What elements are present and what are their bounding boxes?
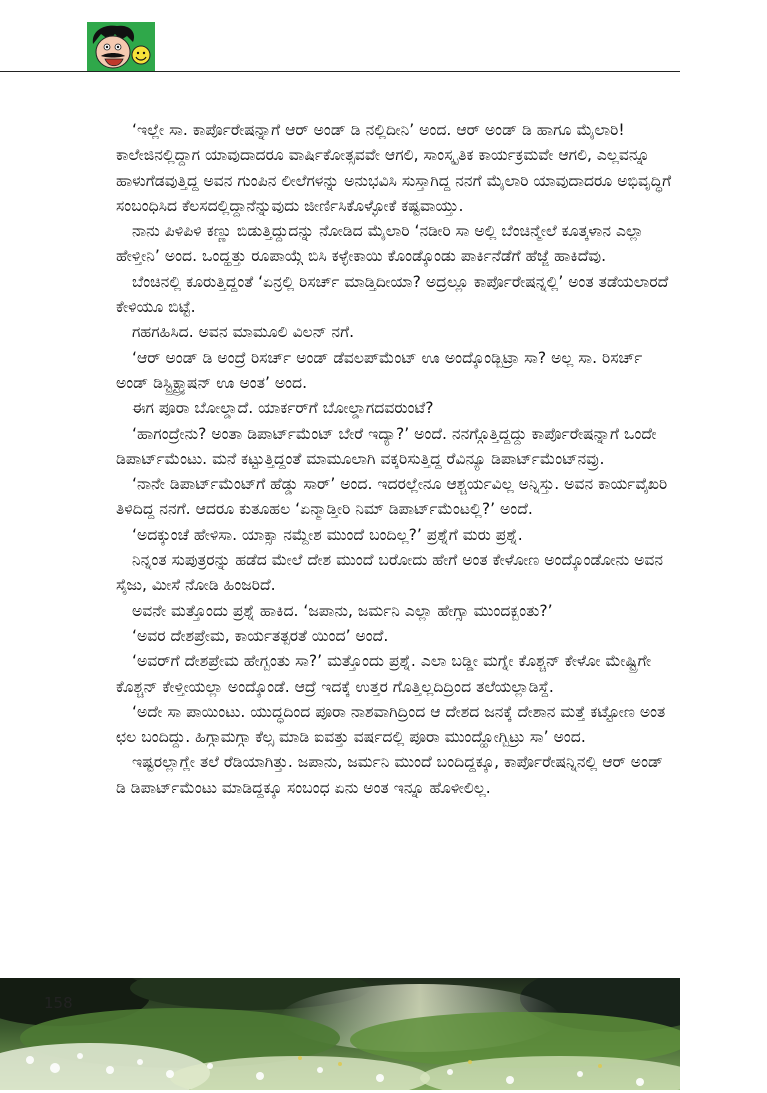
paragraph: ‘ಅವರ್‌ಗೆ ದೇಶಪ್ರೇಮ ಹೇಗ್ಬಂತು ಸಾ?’ ಮತ್ತೊಂದು ಪ್ರಶ್ನೆ. ಎಲಾ ಬಡ್ಡೀ ಮಗ್ನೇ ಕೊಶ್ಚನ್ ಕೇಳೋ ಮೇಷ್ಟ್ರಿಗೇ ಕೊಶ್ಚನ್ ಕೇಳ್ತೀಯಲ್ಲಾ ಅಂದ್ಕೊಂಡೆ. ಆದ್ರೆ ಇದಕ್ಕೆ ಉತ್ತರ ಗೊತ್ತಿಲ್ಲದಿದ್ರಿಂದ ತಲೆಯಲ್ಲಾಡಿಸ್ದೆ. xyxy=(116,652,652,696)
header-cartoon-logo-icon xyxy=(87,22,155,72)
paragraph: ನಾನು ಪಿಳಿಪಿಳಿ ಕಣ್ಣು ಬಿಡುತ್ತಿದ್ದುದನ್ನು ನೋಡಿದ ಮೈಲಾರಿ ‘ನಡೀರಿ ಸಾ ಅಲ್ಲಿ ಬೆಂಚಿನ್ಮೇಲೆ ಕೂತ್ಕಳಾನ ಎಲ್ಲಾ ಹೇಳ್ತೀನಿ’ ಅಂದ. ಒಂದ್ಹತ್ತು ರೂಪಾಯ್ಗೆ ಬಿಸಿ ಕಳ್ಳೇಕಾಯಿ ಕೊಂಡ್ಕೊಂಡು ಪಾರ್ಕಿನೆಡೆಗೆ ಹೆಜ್ಜೆ ಹಾಕಿದೆವು. xyxy=(116,222,644,266)
paragraph: ‘ಅದೇ ಸಾ ಪಾಯಿಂಟು. ಯುದ್ಧದಿಂದ ಪೂರಾ ನಾಶವಾಗಿದ್ರಿಂದ ಆ ದೇಶದ ಜನಕ್ಕೆ ದೇಶಾನ ಮತ್ತೆ ಕಟ್ಟೋಣ ಅಂತ ಛಲ ಬಂದಿದ್ದು. ಹಿಗ್ಗಾಮಗ್ಗಾ ಕೆಲ್ಸ ಮಾಡಿ ಐವತ್ತು ವರ್ಷದಲ್ಲಿ ಪೂರಾ ಮುಂದ್ಹೋಗ್ಬಿಟ್ರು ಸಾ’ ಅಂದ. xyxy=(116,702,666,747)
paragraph: ‘ನಾನೇ ಡಿಪಾರ್ಟ್‌ಮೆಂಟ್‌ಗೆ ಹೆಡ್ಡು ಸಾರ್’ ಅಂದ. ಇದರಲ್ಲೇನೂ ಆಶ್ಚರ್ಯವಿಲ್ಲ ಅನ್ನಿಸ್ತು. ಅವನ ಕಾರ್ಯವೈಖರಿ ತಿಳಿದಿದ್ದ ನನಗೆ. ಆದರೂ ಕುತೂಹಲ ‘ಏನ್ಮಾಡ್ತೀರಿ ನಿಮ್ ಡಿಪಾರ್ಟ್‌ಮೆಂಟಲ್ಲಿ?’ ಅಂದೆ. xyxy=(116,475,668,519)
page-number: 158 xyxy=(44,994,73,1012)
paragraph: ಈಗ ಪೂರಾ ಬೋಲ್ಡಾದೆ. ಯಾರ್ಕರ್‌ಗೆ ಬೋಲ್ಡಾಗದವರುಂಟೆ? xyxy=(132,399,434,418)
footer-garden-image xyxy=(0,978,680,1090)
paragraph: ನಿನ್ನಂತ ಸುಪುತ್ರರನ್ನು ಹಡೆದ ಮೇಲೆ ದೇಶ ಮುಂದೆ ಬರೋದು ಹೇಗೆ ಅಂತ ಕೇಳೋಣ ಅಂದ್ಕೊಂಡೋನು ಅವನ ಸೈಜು, ಮೀಸೆ ನೋಡಿ ಹಿಂಜರಿದೆ. xyxy=(116,551,664,595)
paragraph: ಇಷ್ಟರಲ್ಲಾಗ್ಲೇ ತಲೆ ರೆಡಿಯಾಗಿತ್ತು. ಜಪಾನು, ಜರ್ಮನಿ ಮುಂದೆ ಬಂದಿದ್ದಕ್ಕೂ, ಕಾರ್ಪೊರೇಷನ್ನಿನಲ್ಲಿ ಆರ್ ಅಂಡ್ ಡಿ ಡಿಪಾರ್ಟ್‌ಮೆಂಟು ಮಾಡಿದ್ದಕ್ಕೂ ಸಂಬಂಧ ಏನು ಅಂತ ಇನ್ನೂ ಹೊಳೀಲಿಲ್ಲ. xyxy=(116,753,663,797)
paragraph: ‘ಇಲ್ಲೇ ಸಾ. ಕಾರ್ಪೊರೇಷನ್ನಾಗೆ ಆರ್ ಅಂಡ್ ಡಿ ನಲ್ಲಿದೀನಿ’ ಅಂದ. ಆರ್ ಅಂಡ್ ಡಿ ಹಾಗೂ ಮೈಲಾರಿ! ಕಾಲೇಜಿನಲ್ಲಿದ್ದಾಗ ಯಾವುದಾದರೂ ವಾರ್ಷಿಕೋತ್ಸವವೇ ಆಗಲಿ, ಸಾಂಸ್ಕೃತಿಕ ಕಾರ್ಯಕ್ರಮವೇ ಆಗಲಿ, ಎಲ್ಲವನ್ನೂ ಹಾಳುಗೆಡವುತ್ತಿದ್ದ ಅವನ ಗುಂಪಿನ ಲೀಲೆಗಳನ್ನು ಅನುಭವಿಸಿ ಸುಸ್ತಾಗಿದ್ದ ನನಗೆ ಮೈಲಾರಿ ಯಾವುದಾದರೂ ಅಭಿವೃದ್ಧಿಗೆ ಸಂಬಂಧಿಸಿದ ಕೆಲಸದಲ್ಲಿದ್ದಾನೆನ್ನುವುದು ಜೀರ್ಣಿಸಿಕೊಳ್ಳೋಕೆ ಕಷ್ಟವಾಯ್ತು. xyxy=(116,121,672,215)
article-body xyxy=(116,118,672,801)
paragraph: ‘ಹಾಗಂದ್ರೇನು? ಅಂತಾ ಡಿಪಾರ್ಟ್‌ಮೆಂಟ್ ಬೇರೆ ಇದ್ಯಾ?’ ಅಂದೆ. ನನಗ್ಗೊತ್ತಿದ್ದದ್ದು ಕಾರ್ಪೊರೇಷನ್ನಾಗೆ ಒಂದೇ ಡಿಪಾರ್ಟ್‌ಮೆಂಟು. ಮನೆ ಕಟ್ಟುತ್ತಿದ್ದಂತೆ ಮಾಮೂಲಾಗಿ ವಕ್ಕರಿಸುತ್ತಿದ್ದ ರೆವಿನ್ಯೂ ಡಿಪಾರ್ಟ್‌ಮೆಂಟ್‌ನವ್ರು. xyxy=(116,424,657,468)
paragraph: ಗಹಗಹಿಸಿದ. ಅವನ ಮಾಮೂಲಿ ವಿಲನ್ ನಗೆ. xyxy=(132,323,355,342)
paragraph: ಅವನೇ ಮತ್ತೊಂದು ಪ್ರಶ್ನೆ ಹಾಕಿದ. ‘ಜಪಾನು, ಜರ್ಮನಿ ಎಲ್ಲಾ ಹೇಗ್ಸಾ ಮುಂದಕ್ಬಂತು?’ xyxy=(132,601,553,620)
paragraph: ‘ಆರ್ ಅಂಡ್ ಡಿ ಅಂದ್ರೆ ರಿಸರ್ಚ್ ಅಂಡ್ ಡೆವಲಪ್‌ಮೆಂಟ್ ಊ ಅಂದ್ಕೊಂಡ್ಬಿಟ್ರಾ ಸಾ? ಅಲ್ಲ ಸಾ. ರಿಸರ್ಚ್ ಅಂಡ್ ಡಿಸ್ಟ್ರಿಕ್ಟ್ರ್ಯಾಷನ್ ಊ ಅಂತ’ ಅಂದ. xyxy=(116,348,643,392)
paragraph: ‘ಅದಕ್ಕುಂಚೆ ಹೇಳಿಸಾ. ಯಾಕ್ಸಾ ನಮ್ದೇಶ ಮುಂದೆ ಬಂದಿಲ್ಲ?’ ಪ್ರಶ್ನೆಗೆ ಮರು ಪ್ರಶ್ನೆ. xyxy=(132,525,523,544)
header-divider xyxy=(0,71,680,72)
paragraph: ‘ಅವರ ದೇಶಪ್ರೇಮ, ಕಾರ್ಯತತ್ಪರತೆ ಯಿಂದ’ ಅಂದೆ. xyxy=(132,626,389,645)
paragraph: ಬೆಂಚಿನಲ್ಲಿ ಕೂರುತ್ತಿದ್ದಂತೆ ‘ಏನ್ರಲ್ಲಿ ರಿಸರ್ಚ್ ಮಾಡ್ತಿದೀಯಾ? ಅದ್ರಲ್ಲೂ ಕಾರ್ಪೊರೇಷನ್ನಲ್ಲಿ’ ಅಂತ ತಡೆಯಲಾರದೆ ಕೇಳಿಯೂ ಬಿಟ್ಟೆ. xyxy=(116,272,669,317)
